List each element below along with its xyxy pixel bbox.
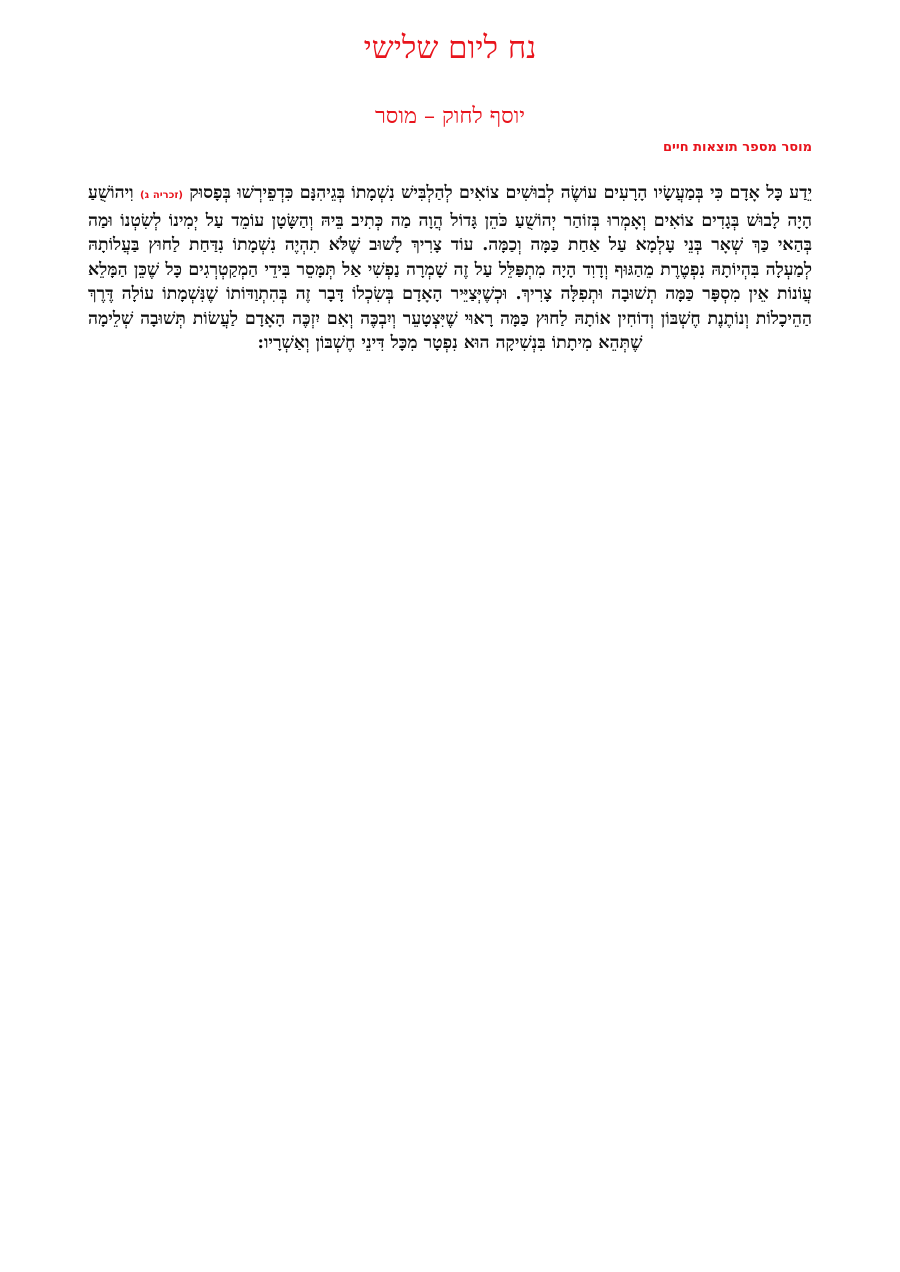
body-text-part-1: יֵדַע כָּל אָדָם כִּי בְּמַעֲשָׂיו הָרָעִים עוֹשֶׂה לְבוּשִׁים צוֹאִים לְהַלְבִּישׁ נִשְׁמָתוֹ בְּגֵיהִנָּם כִּדְפֵירְשׁוּ בְּפָסוּק bbox=[189, 183, 813, 203]
body-text-part-2: וִיהוֹשֻׁעַ הָיָה לָבוּשׁ בְּגָדִים צוֹאִים וְאָמְרוּ בְּזוֹהַר יְהוֹשֻׁעַ כֹּהֵן גָּדוֹל הֲוָה מַה כְּתִיב בֵּיהּ וְהַשָּׂטָן עוֹמֵד עַל יְמִינוֹ לְשִׂטְנוֹ וּמַה בְּהַאי כַּךְ שְׁאָר בְּנֵי עָלְמָא עַל אַחַת כַּמָּה וְכַמָּה. עוֹד צָרִיךְ לָשׁוּב שֶׁלֹּא תִהְיֶה נִשְׁמָתוֹ נִדַּחַת לַחוּץ בַּעֲלוֹתָהּ לְמַעְלָה בִּהְיוֹתָהּ נִפְטֶרֶת מֵהַגּוּף וְדָוִד הָיָה מִתְפַּלֵּל עַל זֶה שָׁמְרָה נַפְשִׁי אַל תְּמָּסֵר בִּידֵי הַמְקַטְרְגִים כָּל שֶׁכֵּן הַמָּלֵא עֲוֹנוֹת אֵין מִסְפָּר כַּמָּה תְשׁוּבָה וּתְפִלָּה צָרִיךְ. וּכְשֶׁיְּצַיֵּיר הָאָדָם בְּשִׂכְלוֹ דָּבָר זֶה בְּהִתְוַדּוֹתוֹ שֶׁנִּשְׁמָתוֹ עוֹלָה דֶּרֶךְ הַהֵיכָלוֹת וְנוֹתֶנֶת חֶשְׁבּוֹן וְדוֹחִין אוֹתָהּ לַחוּץ כַּמָּה רָאוּי שֶׁיִּצְטָעֵר וְיִבְכֶּה וְאִם יִזְכֶּה הָאָדָם לַעֲשׂוֹת תְּשׁוּבָה שְׁלֵימָה שֶׁתְּהֵא מִיתָתוֹ בִּנְשִׁיקָה הוּא נִפְטָר מִכָּל דִּינֵי חֶשְׁבּוֹן וְאַשְׁרָיו: bbox=[88, 183, 812, 353]
page-subtitle: יוסף לחוק – מוסר bbox=[375, 104, 525, 129]
verse-reference: (זכריה ג) bbox=[140, 190, 183, 201]
page-title: נח ליום שלישי bbox=[363, 30, 537, 66]
source-attribution: מוסר מספר תוצאות חיים bbox=[662, 140, 812, 155]
body-paragraph bbox=[88, 181, 812, 356]
